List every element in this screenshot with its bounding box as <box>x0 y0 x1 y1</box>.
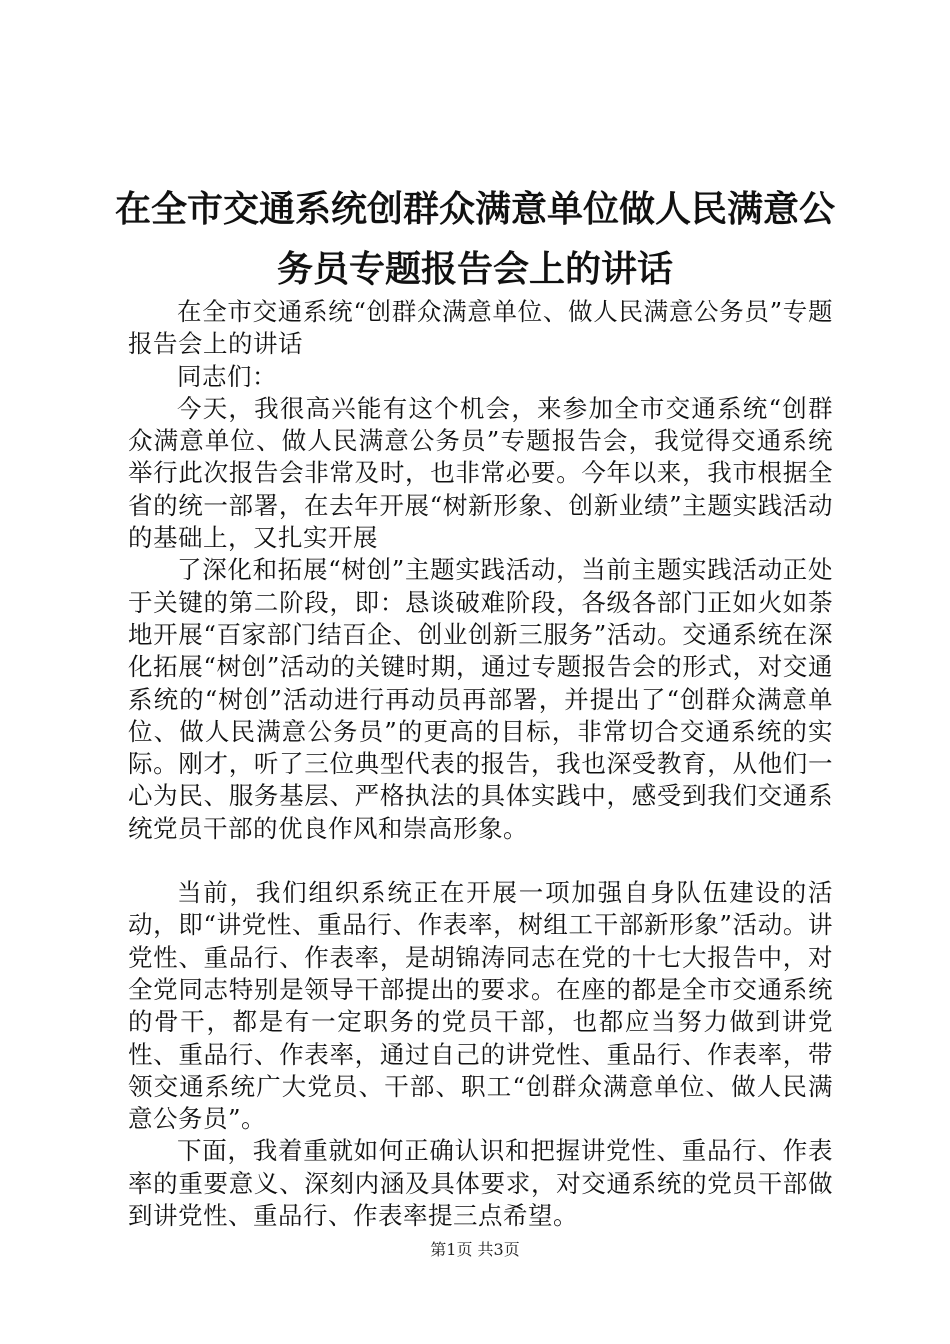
document-body <box>128 296 833 1232</box>
paragraph-2: 了深化和拓展“树创”主题实践活动，当前主题实践活动正处于关键的第二阶段，即：恳谈破难阶段，各级各部门正如火如荼地开展“百家部门结百企、创业创新三服务”活动。交通系统在深化拓展“树创”活动的关键时期，通过专题报告会的形式，对交通系统的“树创”活动进行再动员再部署，并提出了“创群众满意单位、做人民满意公务员”的更高的目标，非常切合交通系统的实际。刚才，听了三位典型代表的报告，我也深受教育，从他们一心为民、服务基层、严格执法的具体实践中，感受到我们交通系统党员干部的优良作风和崇高形象。 <box>128 555 833 843</box>
paragraph-3: 当前，我们组织系统正在开展一项加强自身队伍建设的活动，即“讲党性、重品行、作表率，树组工干部新形象”活动。讲党性、重品行、作表率，是胡锦涛同志在党的十七大报告中，对全党同志特别是领导干部提出的要求。在座的都是全市交通系统的骨干，都是有一定职务的党员干部，也都应当努力做到讲党性、重品行、作表率，通过自己的讲党性、重品行、作表率，带领交通系统广大党员、干部、职工“创群众满意单位、做人民满意公务员”。 <box>128 878 833 1134</box>
page-footer: 第1页 共3页 <box>430 1240 520 1259</box>
document-title-line-2: 务员专题报告会上的讲话 <box>276 249 673 290</box>
document-title-line-1: 在全市交通系统创群众满意单位做人民满意公 <box>114 189 835 230</box>
paragraph-salutation: 同志们： <box>177 361 277 391</box>
paragraph-4: 下面，我着重就如何正确认识和把握讲党性、重品行、作表率的重要意义、深刻内涵及具体要求，对交通系统的党员干部做到讲党性、重品行、作表率提三点希望。 <box>128 1136 833 1231</box>
paragraph-subtitle: 在全市交通系统“创群众满意单位、做人民满意公务员”专题报告会上的讲话 <box>128 297 833 359</box>
paragraph-1: 今天，我很高兴能有这个机会，来参加全市交通系统“创群众满意单位、做人民满意公务员”专题报告会，我觉得交通系统举行此次报告会非常及时，也非常必要。今年以来，我市根据全省的统一部署，在去年开展“树新形象、创新业绩”主题实践活动的基础上，又扎实开展 <box>128 393 833 553</box>
paragraph-spacer <box>128 845 833 877</box>
